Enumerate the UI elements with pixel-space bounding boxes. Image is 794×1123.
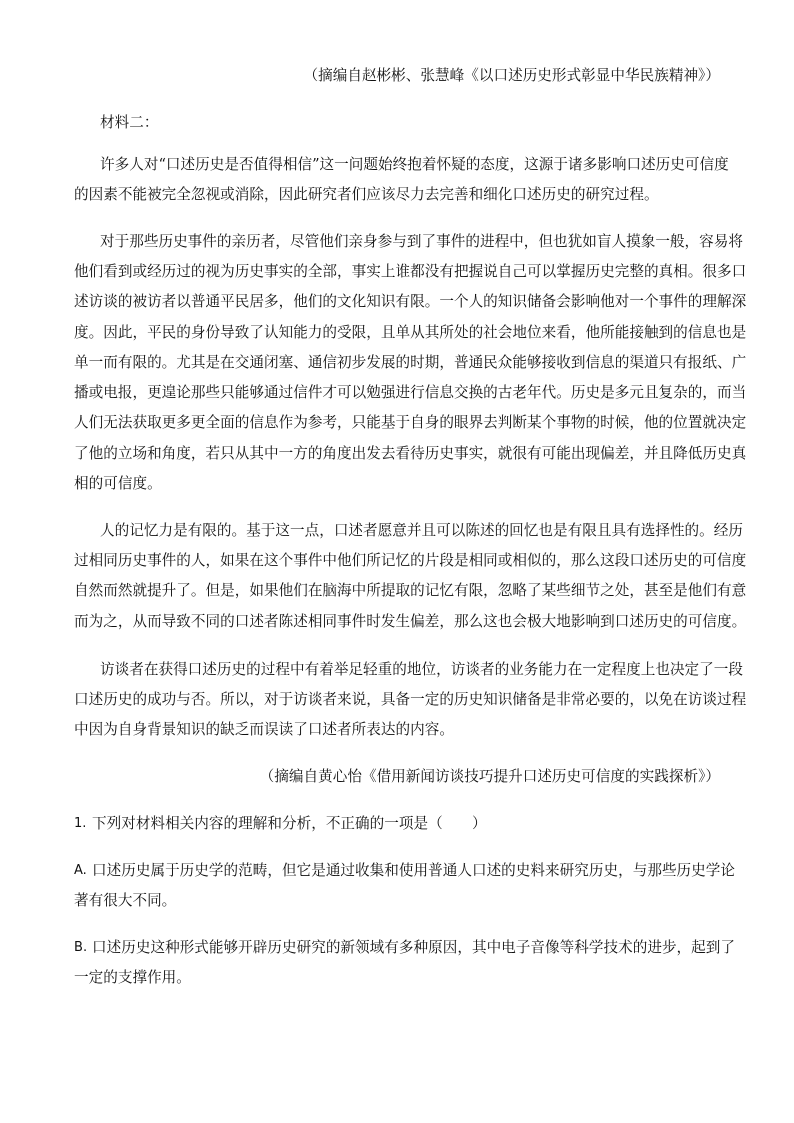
paragraph-3-line-3: 自然而然就提升了。但是，如果他们在脑海中所提取的记忆有限，忽略了某些细节之处，甚至是他们有意 — [74, 582, 747, 599]
paragraph-2-line-4: 度。因此，平民的身份导致了认知能力的受限，且单从其所处的社会地位来看，他所能接触到的信息也是 — [74, 324, 747, 341]
paragraph-4-line-1: 访谈者在获得口述历史的过程中有着举足轻重的地位，访谈者的业务能力在一定程度上也决定了一段 — [100, 661, 744, 678]
option-b-line-1: 口述历史这种形式能够开辟历史研究的新领域有多种原因，其中电子音像等科学技术的进步，起到了 — [92, 939, 736, 956]
option-b-letter: B. — [74, 940, 88, 955]
option-a-line-1: 口述历史属于历史学的范畴，但它是通过收集和使用普通人口述的史料来研究历史，与那些历史学论 — [92, 862, 736, 879]
paragraph-4-line-2: 口述历史的成功与否。所以，对于访谈者来说，具备一定的历史知识储备是非常必要的，以免在访谈过程 — [74, 691, 747, 708]
paragraph-2-line-3: 述访谈的被访者以普通平民居多，他们的文化知识有限。一个人的知识储备会影响他对一个事件的理解深 — [74, 293, 747, 310]
option-a-line-2: 著有很大不同。 — [74, 892, 177, 909]
paragraph-2-line-1: 对于那些历史事件的亲历者，尽管他们亲身参与到了事件的进程中，但也犹如盲人摸象一般，容易将 — [100, 233, 744, 250]
paragraph-2-line-6: 播或电报，更遑论那些只能够通过信件才可以勉强进行信息交换的古老年代。历史是多元且复杂的，而当 — [74, 384, 747, 401]
material-heading: 材料二： — [100, 114, 159, 131]
paragraph-2-line-2: 他们看到或经历过的视为历史事实的全部，事实上谁都没有把握说自己可以掌握历史完整的真相。很多口 — [74, 263, 747, 280]
option-a-letter: A. — [74, 863, 87, 878]
paragraph-4-line-3: 中因为自身背景知识的缺乏而误读了口述者所表达的内容。 — [74, 721, 454, 738]
paragraph-3-line-1: 人的记忆力是有限的。基于这一点，口述者愿意并且可以陈述的回忆也是有限且具有选择性的。经历 — [100, 522, 744, 539]
source-citation-1: （摘编自赵彬彬、张慧峰《以口述历史形式彰显中华民族精神》） — [303, 67, 720, 84]
paragraph-1-line-2: 的因素不能被完全忽视或消除，因此研究者们应该尽力去完善和细化口述历史的研究过程。 — [74, 186, 659, 203]
paragraph-3-line-4: 而为之，从而导致不同的口述者陈述相同事件时发生偏差，那么这也会极大地影响到口述历史的可信度。 — [74, 613, 747, 630]
question-stem: 下列对材料相关内容的理解和分析，不正确的一项是（ ） — [92, 815, 487, 832]
option-b-line-2: 一定的支撑作用。 — [74, 969, 191, 986]
paragraph-3-line-2: 过相同历史事件的人，如果在这个事件中他们所记忆的片段是相同或相似的，那么这段口述历史的可信度 — [74, 552, 747, 569]
paragraph-2-line-7: 人们无法获取更多更全面的信息作为参考，只能基于自身的眼界去判断某个事物的时候，他的位置就决定 — [74, 414, 747, 431]
paragraph-2-line-9: 相的可信度。 — [74, 475, 162, 492]
paragraph-1-line-1: 许多人对“口述历史是否值得相信”这一问题始终抱着怀疑的态度，这源于诸多影响口述历史可信度 — [100, 156, 729, 173]
paragraph-2-line-5: 单一而有限的。尤其是在交通闭塞、通信初步发展的时期，普通民众能够接收到信息的渠道只有报纸、广 — [74, 354, 747, 371]
source-citation-2: （摘编自黄心怡《借用新闻访谈技巧提升口述历史可信度的实践探析》） — [259, 768, 720, 785]
paragraph-2-line-8: 了他的立场和角度，若只从其中一方的角度出发去看待历史事实，就很有可能出现偏差，并且降低历史真 — [74, 445, 747, 462]
question-number: 1. — [74, 816, 87, 831]
